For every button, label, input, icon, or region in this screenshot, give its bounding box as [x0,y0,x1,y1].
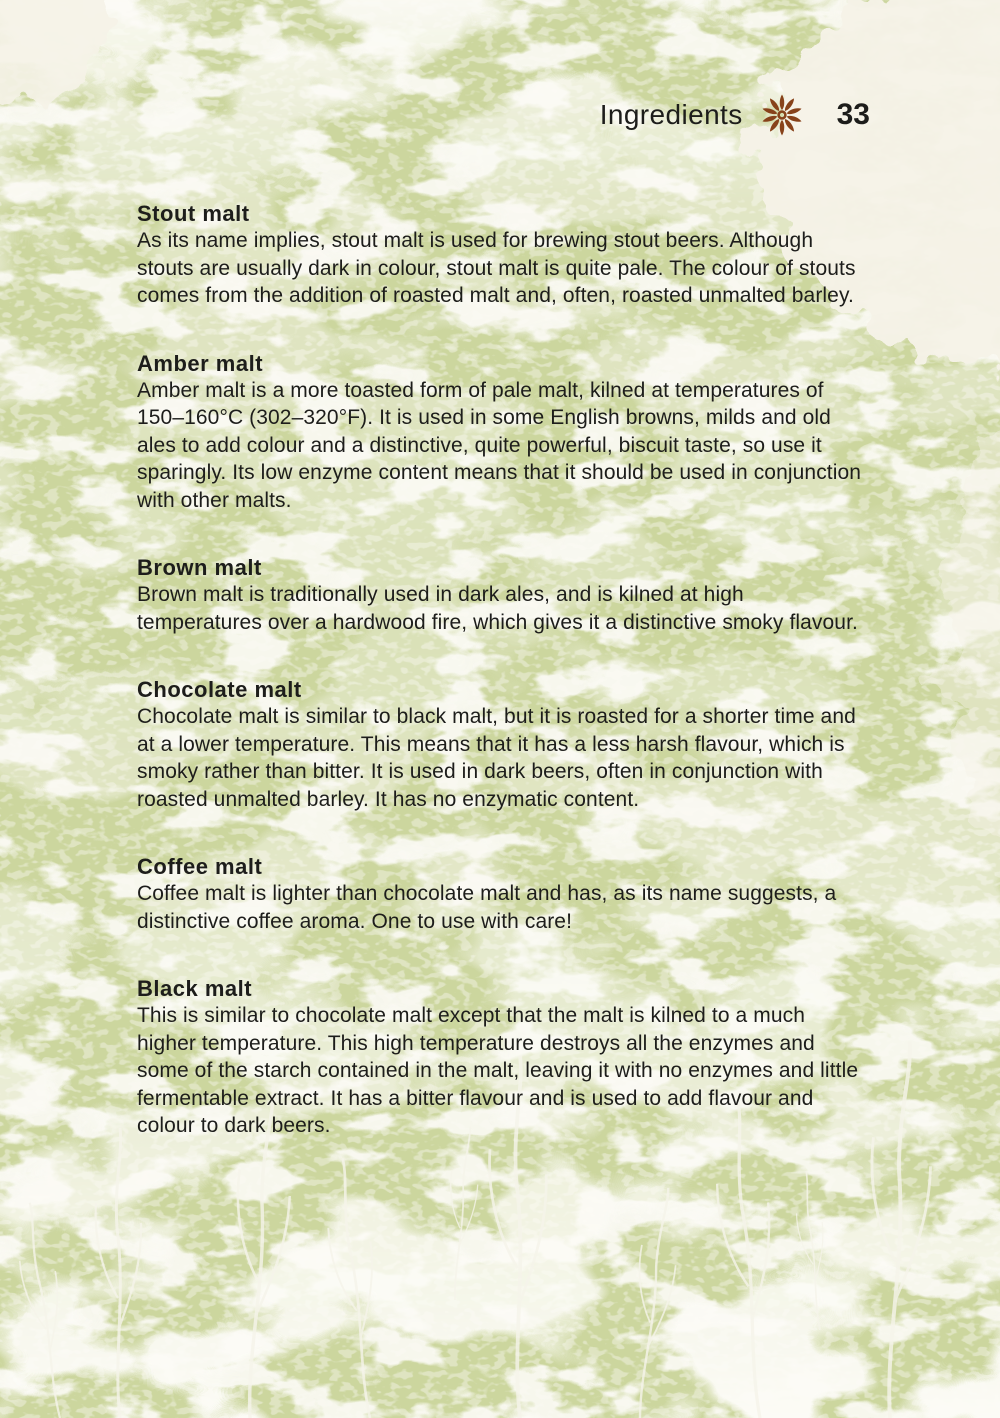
page-number: 33 [836,98,870,131]
section-body: Brown malt is traditionally used in dark ales, and is kilned at high temperatures over a hardwood fire, which gives it a distinctive smoky flavour. [137,583,858,634]
section-brown-malt [137,554,867,636]
flower-icon [759,92,805,138]
section-amber-malt [137,350,867,515]
page-header [600,92,870,138]
section-heading: Stout malt [137,201,250,226]
section-heading: Chocolate malt [137,677,302,702]
section-heading: Brown malt [137,555,262,580]
section-black-malt [137,975,867,1140]
section-heading: Black malt [137,976,253,1001]
section-body: As its name implies, stout malt is used for brewing stout beers. Although stouts are usually dark in colour, stout malt is quite pale. The colour of stouts comes from the addition of roasted malt and, often, roasted unmalted barley. [137,229,856,307]
section-coffee-malt [137,853,867,935]
section-body: This is similar to chocolate malt except that the malt is kilned to a much higher temperature. This high temperature destroys all the enzymes and some of the starch contained in the malt, leaving it with no enzymes and little fermentable extract. It has a bitter flavour and is used to add flavour and colour to dark beers. [137,1004,859,1137]
section-heading: Amber malt [137,350,264,376]
section-stout-malt [137,200,867,310]
section-body: Chocolate malt is similar to black malt, but it is roasted for a shorter time and at a lower temperature. This means that it has a less harsh flavour, which is smoky rather than bitter. It is used in dark beers, often in conjunction with roasted unmalted barley. It has no enzymatic content. [137,705,856,811]
page-title: Ingredients [599,99,743,130]
page-content [137,200,867,1140]
section-body: Amber malt is a more toasted form of pale malt, kilned at temperatures of 150–160°C (302–320°F). It is used in some English browns, milds and old ales to add colour and a distinctive, quite powerful, biscuit taste, so use it sparingly. Its low enzyme content means that it should be used in conjunction with other malts. [137,378,862,512]
section-heading: Coffee malt [137,854,263,879]
section-chocolate-malt [137,676,867,813]
section-body: Coffee malt is lighter than chocolate malt and has, as its name suggests, a distinctive coffee aroma. One to use with care! [137,882,837,933]
